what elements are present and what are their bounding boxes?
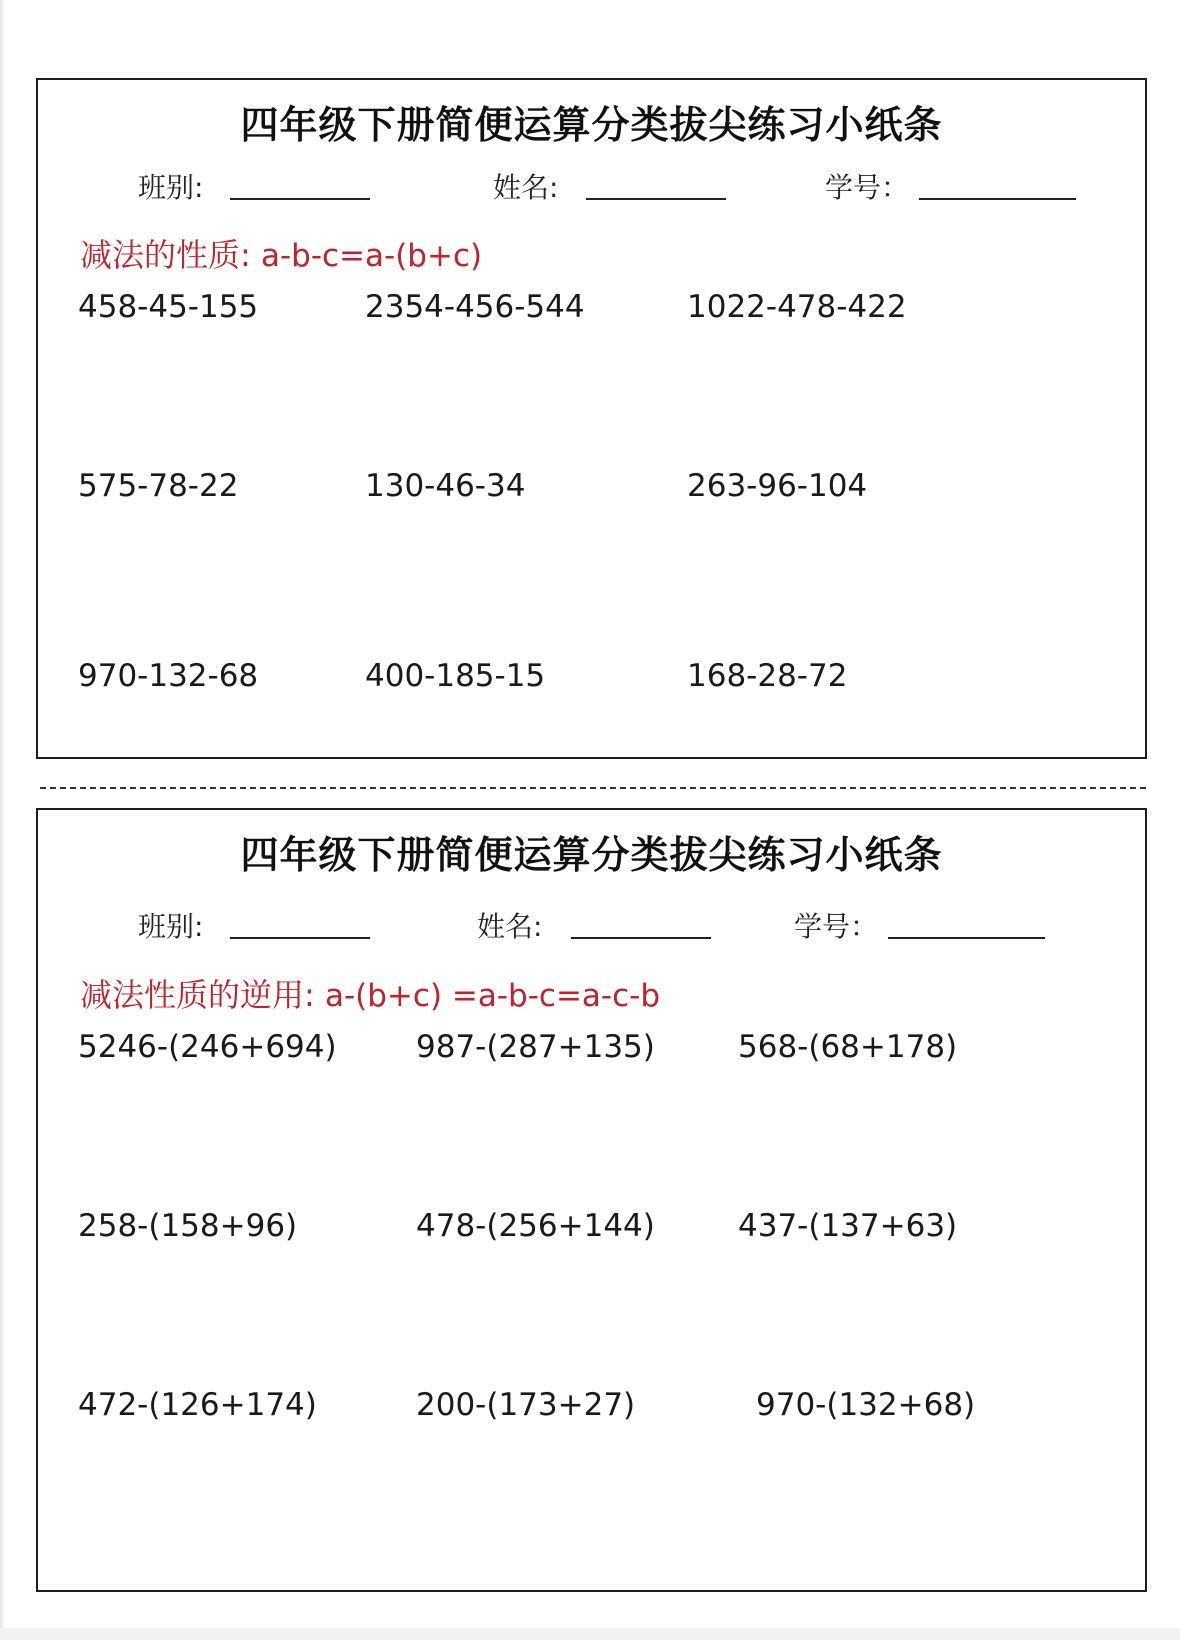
class-blank-line[interactable] (230, 198, 370, 200)
problem-item: 575-78-22 (78, 468, 239, 504)
problem-item: 437-(137+63) (738, 1208, 958, 1244)
problem-item: 2354-456-544 (365, 289, 585, 325)
class-label: 班别: (138, 910, 204, 943)
worksheet-slip-1 (36, 78, 1147, 759)
problem-item: 478-(256+144) (416, 1208, 655, 1244)
page-bottom-strip (0, 1628, 1180, 1640)
slip-title: 四年级下册简便运算分类拔尖练习小纸条 (240, 103, 943, 147)
class-label: 班别: (138, 171, 204, 204)
problem-item: 130-46-34 (365, 468, 526, 504)
name-field (477, 905, 542, 945)
rule-label: 减法性质的逆用: (80, 976, 315, 1014)
problem-item: 970-(132+68) (756, 1387, 976, 1423)
name-blank-line[interactable] (586, 198, 726, 200)
worksheet-slip-2 (36, 808, 1147, 1592)
page-left-shadow (0, 0, 6, 1640)
class-field (138, 166, 203, 206)
problem-item: 258-(158+96) (78, 1208, 298, 1244)
problem-item: 200-(173+27) (416, 1387, 636, 1423)
student-number-field (794, 905, 878, 945)
rule-formula: a-b-c=a-(b+c) (260, 238, 483, 274)
name-blank-line[interactable] (571, 937, 711, 939)
problem-item: 987-(287+135) (416, 1029, 655, 1065)
student-number-label: 学号： (825, 171, 910, 204)
problem-item: 458-45-155 (78, 289, 259, 325)
name-label: 姓名: (477, 910, 543, 943)
name-label: 姓名: (493, 171, 559, 204)
problem-item: 970-132-68 (78, 658, 259, 694)
student-number-field (825, 166, 909, 206)
rule-formula: a-(b+c) =a-b-c=a-c-b (324, 978, 661, 1014)
problem-item: 568-(68+178) (738, 1029, 958, 1065)
cut-line-divider (40, 787, 1146, 789)
class-field (138, 905, 203, 945)
class-blank-line[interactable] (230, 937, 370, 939)
problem-item: 168-28-72 (687, 658, 848, 694)
problem-item: 400-185-15 (365, 658, 546, 694)
problem-item: 472-(126+174) (78, 1387, 317, 1423)
student-number-label: 学号： (794, 910, 879, 943)
name-field (493, 166, 558, 206)
problem-item: 263-96-104 (687, 468, 868, 504)
problem-item: 1022-478-422 (687, 289, 907, 325)
rule-label: 减法的性质: (80, 236, 251, 274)
slip-title: 四年级下册简便运算分类拔尖练习小纸条 (240, 833, 943, 877)
rule-heading (80, 230, 482, 276)
student-number-blank-line[interactable] (919, 198, 1076, 200)
student-number-blank-line[interactable] (888, 937, 1045, 939)
rule-heading (80, 970, 660, 1016)
problem-item: 5246-(246+694) (78, 1029, 337, 1065)
